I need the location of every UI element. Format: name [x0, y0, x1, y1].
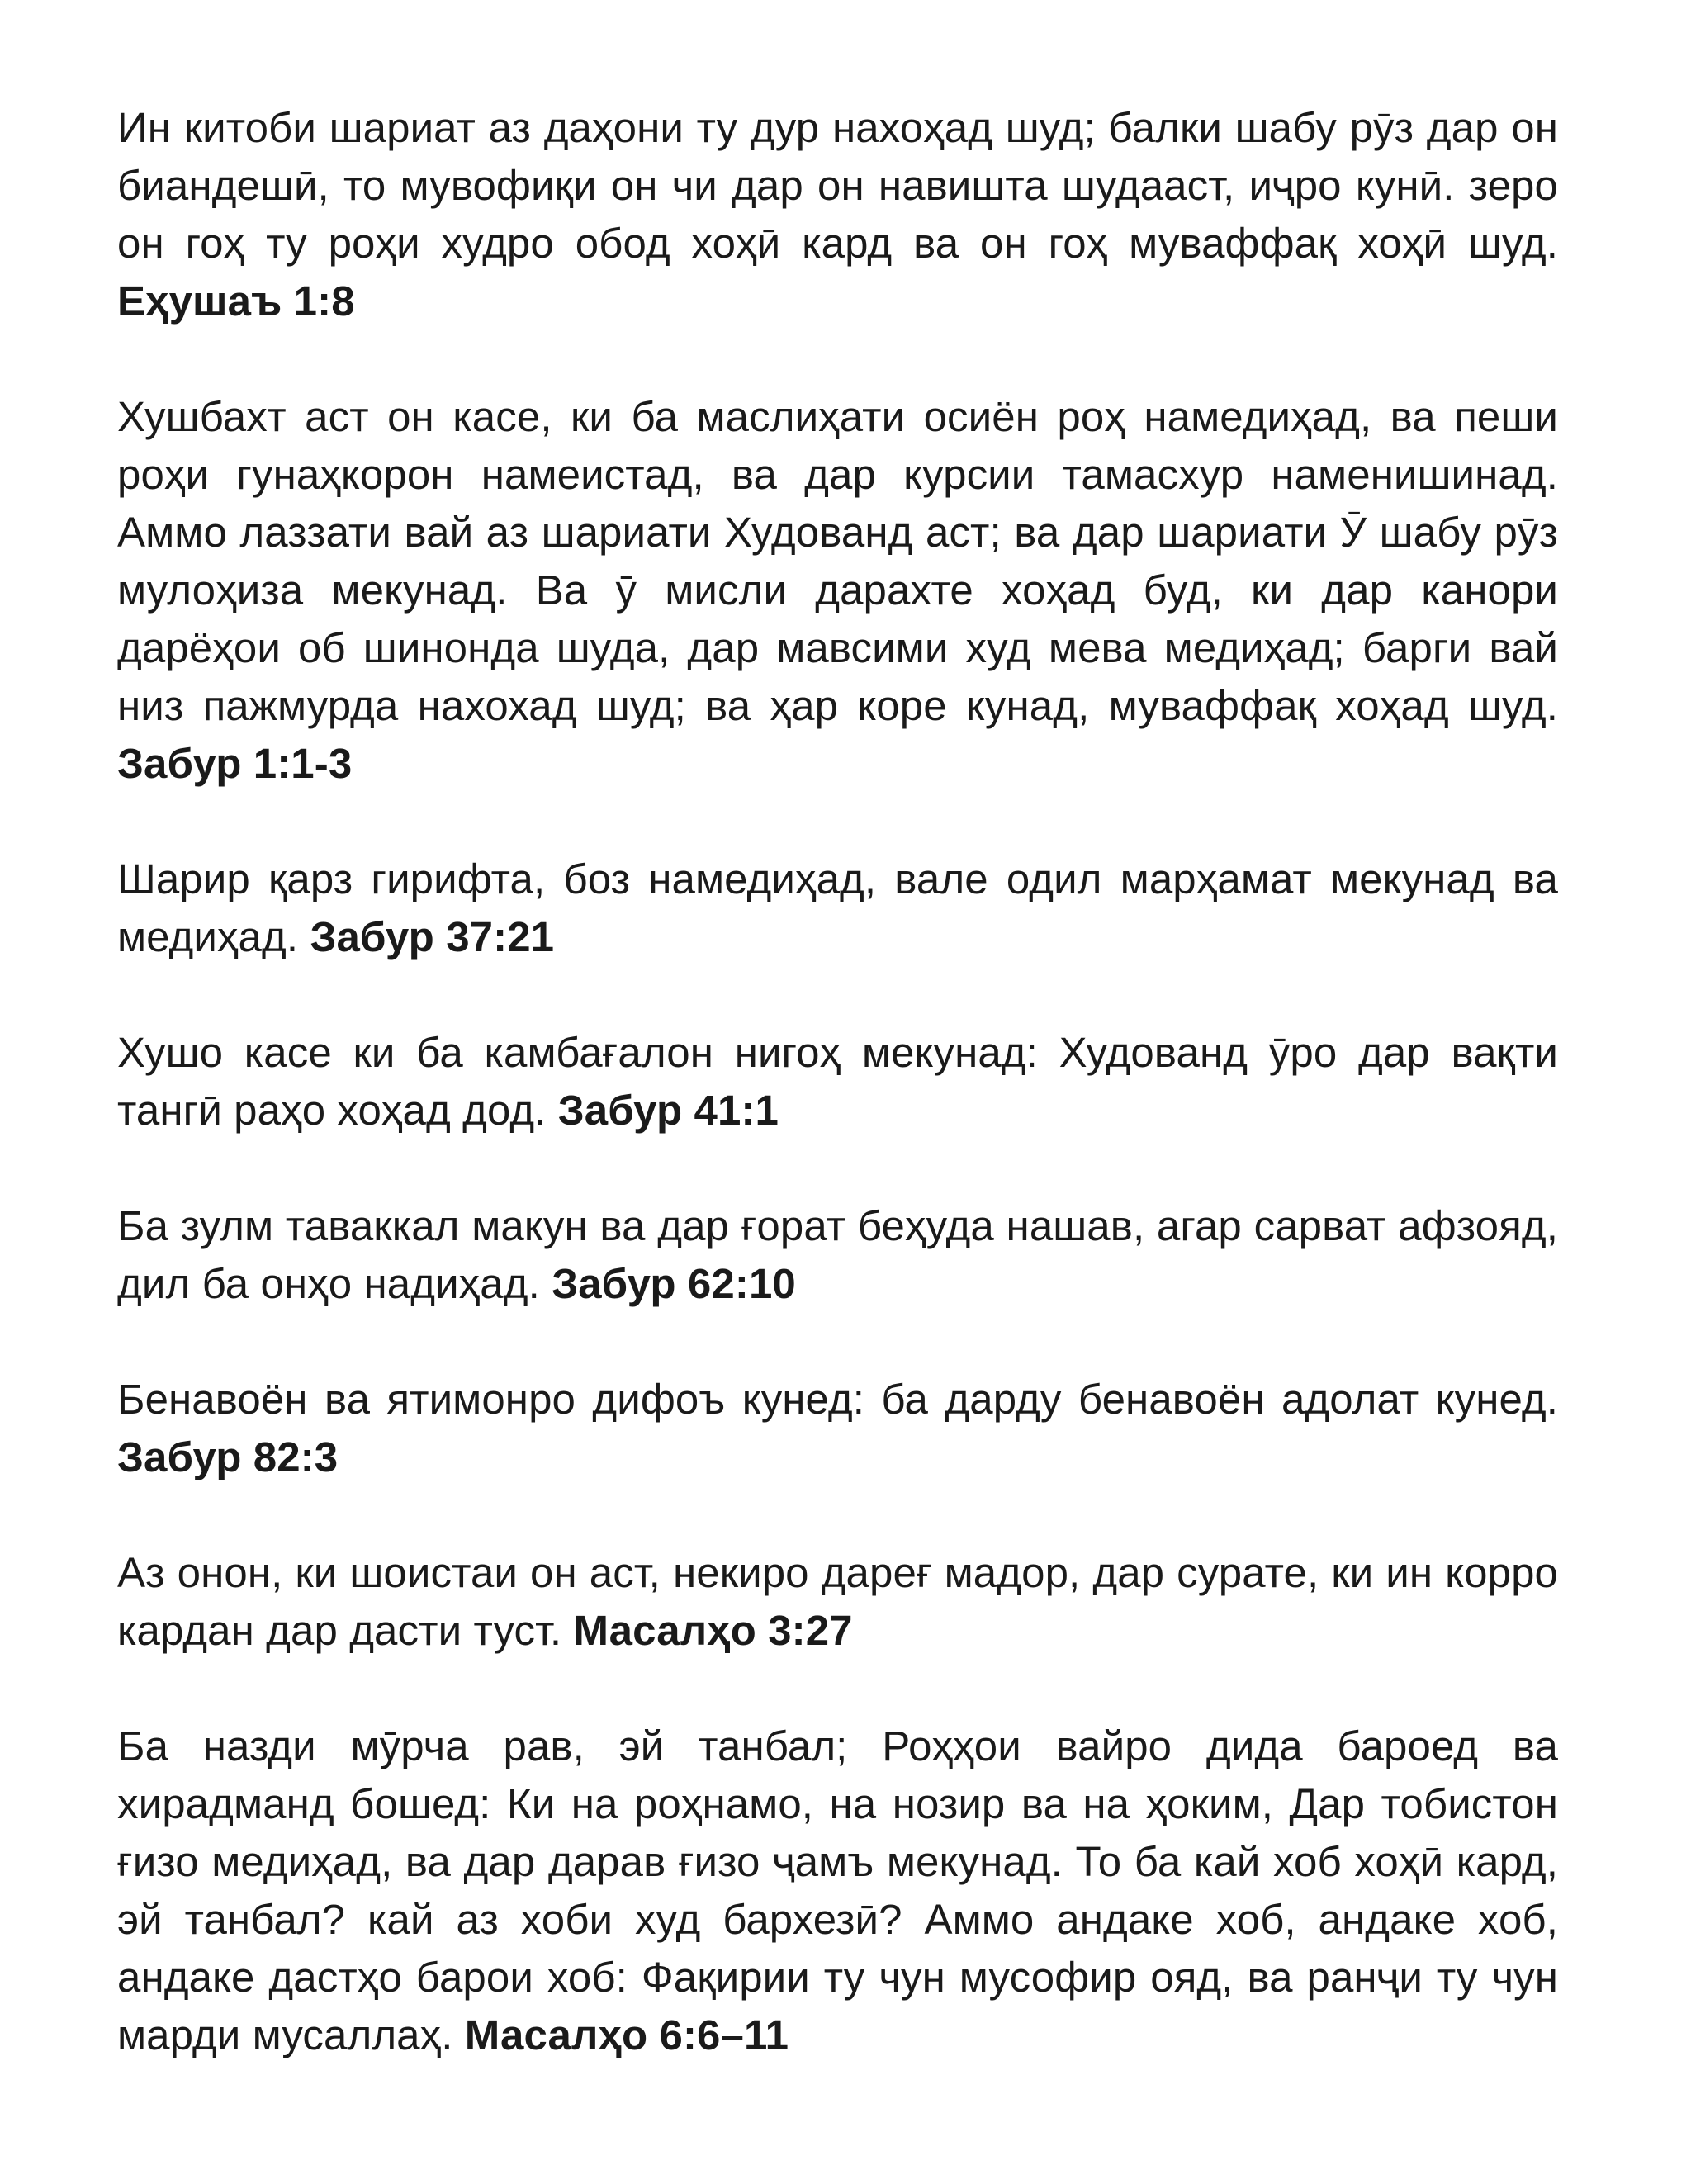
verse-text: Ба назди мӯрча рав, эй танбал; Роҳҳои вайро дида бароед ва хирадманд бошед: Ки на роҳнамо, на нозир ва на ҳоким, Дар тобистон ғизо медиҳад, ва дар дарав ғизо ҷамъ мекунад. То ба кай хоб хоҳӣ кард, эй танбал? кай аз хоби худ бархезӣ? Аммо андаке хоб, андаке хоб, андаке дастҳо барои хоб: Фақирии ту чун мусофир ояд, ва ранҷи ту чун марди мусаллаҳ. [117, 1722, 1558, 2058]
verse-reference: Масалҳо 6:6–11 [464, 2011, 789, 2058]
verse-proverbs-6-6-11 [117, 1717, 1558, 2064]
verse-text: Хушбахт аст он касе, ки ба маслиҳати осиён роҳ намедиҳад, ва пеши роҳи гунаҳкорон намеистад, ва дар курсии тамасхур наменишинад. Аммо лаззати вай аз шариати Худованд аст; ва дар шариати Ӯ шабу рӯз мулоҳиза мекунад. Ва ӯ мисли дарахте хоҳад буд, ки дар канори дарёҳои об шинонда шуда, дар мавсими худ мева медиҳад; барги вай низ пажмурда нахохад шуд; ва ҳар коре кунад, муваффақ хоҳад шуд. [117, 393, 1558, 729]
verse-text: Аз онон, ки шоистаи он аст, некиро дареғ мадор, дар сурате, ки ин корро кардан дар дасти туст. [117, 1549, 1558, 1654]
verse-psalm-1-1-3 [117, 388, 1558, 793]
document-page [117, 99, 1558, 2122]
verse-psalm-41-1 [117, 1024, 1558, 1139]
verse-psalm-62-10 [117, 1197, 1558, 1313]
verse-reference: Забур 1:1-3 [117, 740, 353, 787]
verse-proverbs-3-27 [117, 1544, 1558, 1660]
verse-reference: Забур 82:3 [117, 1433, 339, 1480]
verse-reference: Забур 62:10 [552, 1260, 796, 1307]
verse-reference: Еҳушаъ 1:8 [117, 277, 355, 325]
verse-text: Ин китоби шариат аз даҳони ту дур нахоҳад шуд; балки шабу рӯз дар он биандешӣ, то мувофиқи он чи дар он навишта шудааст, иҷро кунӣ. зеро он гоҳ ту роҳи худро обод хоҳӣ кард ва он гоҳ муваффақ хоҳӣ шуд. [117, 104, 1558, 267]
verse-reference: Масалҳо 3:27 [573, 1607, 853, 1654]
verse-text: Хушо касе ки ба камбағалон нигоҳ мекунад: Худованд ӯро дар вақти тангӣ раҳо хоҳад дод. [117, 1029, 1558, 1134]
verse-psalm-82-3 [117, 1371, 1558, 1486]
verse-text: Бенавоён ва ятимонро дифоъ кунед: ба дарду бенавоён адолат кунед. [117, 1376, 1558, 1423]
verse-reference: Забур 37:21 [310, 913, 555, 960]
verse-reference: Забур 41:1 [557, 1087, 779, 1134]
verse-psalm-37-21 [117, 850, 1558, 966]
verse-text: Шарир қарз гирифта, боз намедиҳад, вале одил марҳамат мекунад ва медиҳад. [117, 855, 1558, 960]
verse-text: Ба зулм таваккал макун ва дар ғорат беҳуда нашав, агар сарват афзояд, дил ба онҳо надиҳад. [117, 1202, 1558, 1307]
verse-joshua-1-8 [117, 99, 1558, 330]
